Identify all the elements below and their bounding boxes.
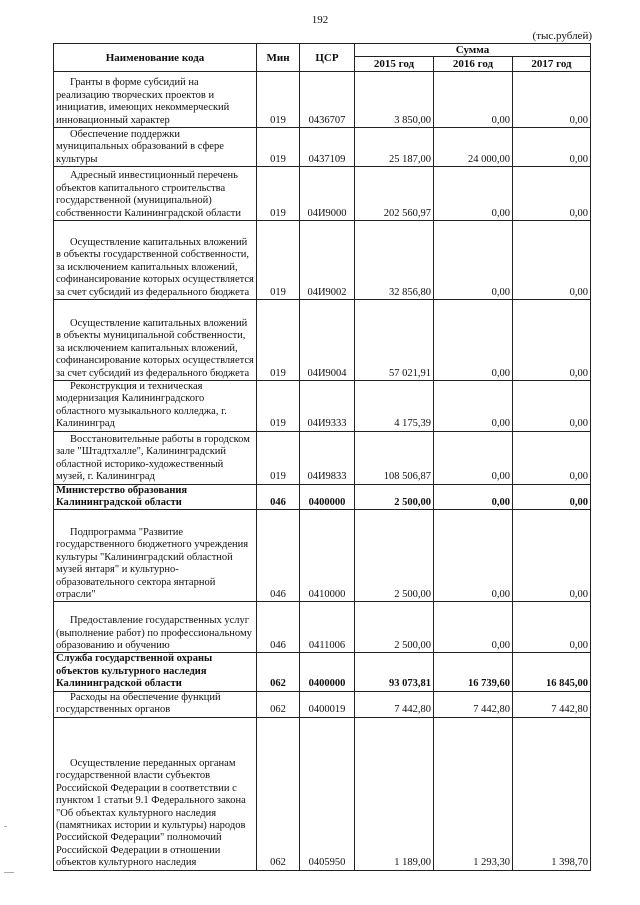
- row-2015-cell: 202 560,97: [355, 167, 434, 221]
- row-2016-cell: 0,00: [434, 167, 513, 221]
- row-min-cell: 046: [257, 602, 300, 653]
- row-csr-cell: 0411006: [300, 602, 355, 653]
- row-2017-cell: 0,00: [513, 300, 591, 381]
- row-2017-cell: 0,00: [513, 484, 591, 510]
- row-2016-cell: 0,00: [434, 602, 513, 653]
- row-2015-cell: 25 187,00: [355, 128, 434, 167]
- row-2017-cell: 0,00: [513, 381, 591, 432]
- row-2017-cell: 0,00: [513, 167, 591, 221]
- row-csr-cell: 0437109: [300, 128, 355, 167]
- table-row: [54, 72, 591, 128]
- row-min-cell: 019: [257, 381, 300, 432]
- row-name-cell: Реконструкция и техническая модернизация Калининградского областного музыкального колледжа, г. Калининград: [54, 381, 257, 432]
- row-name-cell: Осуществление капитальных вложений в объекты государственной собственности, за исключением капитальных вложений, софинансирование которых осуществляется за счет субсидий из федерального бюджета: [54, 221, 257, 300]
- row-min-cell: 019: [257, 128, 300, 167]
- table-row: [54, 167, 591, 221]
- row-min-cell: 062: [257, 653, 300, 691]
- row-2016-cell: 0,00: [434, 484, 513, 510]
- row-name-cell: Осуществление капитальных вложений в объекты муниципальной собственности, за исключением капитальных вложений, софинансирование которых осуществляется за счет субсидий из федерального бюджета: [54, 300, 257, 381]
- column-header-2017: 2017 год: [513, 57, 591, 72]
- column-header-2016: 2016 год: [434, 57, 513, 72]
- column-header-sum: Сумма: [355, 44, 591, 57]
- row-2017-cell: 0,00: [513, 602, 591, 653]
- table-row: [54, 300, 591, 381]
- row-2015-cell: 1 189,00: [355, 717, 434, 870]
- row-min-cell: 046: [257, 510, 300, 602]
- row-name-cell: Служба государственной охраны объектов культурного наследия Калининградской области: [54, 653, 257, 691]
- row-2015-cell: 57 021,91: [355, 300, 434, 381]
- table-row: [54, 431, 591, 484]
- row-2016-cell: 0,00: [434, 510, 513, 602]
- row-csr-cell: 04И9004: [300, 300, 355, 381]
- row-2015-cell: 2 500,00: [355, 484, 434, 510]
- table-row: [54, 484, 591, 510]
- row-name-cell: Гранты в форме субсидий на реализацию творческих проектов и инициатив, имеющих некоммерческий инновационный характер: [54, 72, 257, 128]
- units-label: (тыс.рублей): [532, 30, 592, 42]
- column-header-name: Наименование кода: [54, 44, 257, 72]
- table-row: [54, 510, 591, 602]
- row-csr-cell: 0400019: [300, 691, 355, 717]
- row-2016-cell: 0,00: [434, 381, 513, 432]
- row-2015-cell: 4 175,39: [355, 381, 434, 432]
- row-2015-cell: 2 500,00: [355, 510, 434, 602]
- table-row: [54, 381, 591, 432]
- row-name-cell: Министерство образования Калининградской области: [54, 484, 257, 510]
- row-min-cell: 019: [257, 431, 300, 484]
- row-name-cell: Осуществление переданных органам государственной власти субъектов Российской Федерации в соответствии с пунктом 1 статьи 9.1 Федерального закона "Об объектах культурного наследия (памятниках истории и культуры) народов Российской Федерации" полномочий Российской Федерации в отношении объектов культурного наследия: [54, 717, 257, 870]
- row-2016-cell: 0,00: [434, 300, 513, 381]
- row-name-cell: Восстановительные работы в городском зале "Штадтхалле", Калининградский областной историко-художественный музей, г. Калининград: [54, 431, 257, 484]
- row-2017-cell: 0,00: [513, 510, 591, 602]
- row-2017-cell: 0,00: [513, 431, 591, 484]
- row-2016-cell: 0,00: [434, 221, 513, 300]
- row-csr-cell: 0400000: [300, 653, 355, 691]
- row-2015-cell: 108 506,87: [355, 431, 434, 484]
- row-2015-cell: 2 500,00: [355, 602, 434, 653]
- row-csr-cell: 0405950: [300, 717, 355, 870]
- page-number: 192: [311, 14, 329, 26]
- budget-table: [53, 43, 591, 871]
- row-2016-cell: 7 442,80: [434, 691, 513, 717]
- row-2017-cell: 0,00: [513, 128, 591, 167]
- table-row: [54, 653, 591, 691]
- column-header-2015: 2015 год: [355, 57, 434, 72]
- column-header-csr: ЦСР: [300, 44, 355, 72]
- row-csr-cell: 0436707: [300, 72, 355, 128]
- table-row: [54, 128, 591, 167]
- row-min-cell: 019: [257, 167, 300, 221]
- row-2016-cell: 24 000,00: [434, 128, 513, 167]
- table-row: [54, 602, 591, 653]
- row-name-cell: Расходы на обеспечение функций государственных органов: [54, 691, 257, 717]
- row-name-cell: Обеспечение поддержки муниципальных образований в сфере культуры: [54, 128, 257, 167]
- row-csr-cell: 04И9333: [300, 381, 355, 432]
- row-2017-cell: 0,00: [513, 221, 591, 300]
- row-2017-cell: 16 845,00: [513, 653, 591, 691]
- scan-artifact: [4, 826, 7, 827]
- row-min-cell: 019: [257, 300, 300, 381]
- row-csr-cell: 0410000: [300, 510, 355, 602]
- row-name-cell: Предоставление государственных услуг (выполнение работ) по профессиональному образованию и обучению: [54, 602, 257, 653]
- row-name-cell: Адресный инвестиционный перечень объектов капитального строительства государственной (муниципальной) собственности Калининградской области: [54, 167, 257, 221]
- row-csr-cell: 04И9000: [300, 167, 355, 221]
- row-2016-cell: 1 293,30: [434, 717, 513, 870]
- row-2015-cell: 93 073,81: [355, 653, 434, 691]
- row-csr-cell: 04И9002: [300, 221, 355, 300]
- row-name-cell: Подпрограмма "Развитие государственного бюджетного учреждения культуры "Калининградский областной музей янтаря" и культурно-образовательного сектора янтарной отрасли": [54, 510, 257, 602]
- table-row: [54, 717, 591, 870]
- row-csr-cell: 0400000: [300, 484, 355, 510]
- row-2015-cell: 32 856,80: [355, 221, 434, 300]
- row-min-cell: 019: [257, 221, 300, 300]
- column-header-min: Мин: [257, 44, 300, 72]
- row-2016-cell: 16 739,60: [434, 653, 513, 691]
- row-2017-cell: 0,00: [513, 72, 591, 128]
- row-2017-cell: 7 442,80: [513, 691, 591, 717]
- table-row: [54, 221, 591, 300]
- row-min-cell: 062: [257, 691, 300, 717]
- row-2017-cell: 1 398,70: [513, 717, 591, 870]
- row-min-cell: 019: [257, 72, 300, 128]
- table-row: [54, 691, 591, 717]
- row-csr-cell: 04И9833: [300, 431, 355, 484]
- scan-artifact: [4, 872, 14, 873]
- row-2015-cell: 7 442,80: [355, 691, 434, 717]
- row-min-cell: 046: [257, 484, 300, 510]
- row-2016-cell: 0,00: [434, 431, 513, 484]
- row-min-cell: 062: [257, 717, 300, 870]
- row-2015-cell: 3 850,00: [355, 72, 434, 128]
- row-2016-cell: 0,00: [434, 72, 513, 128]
